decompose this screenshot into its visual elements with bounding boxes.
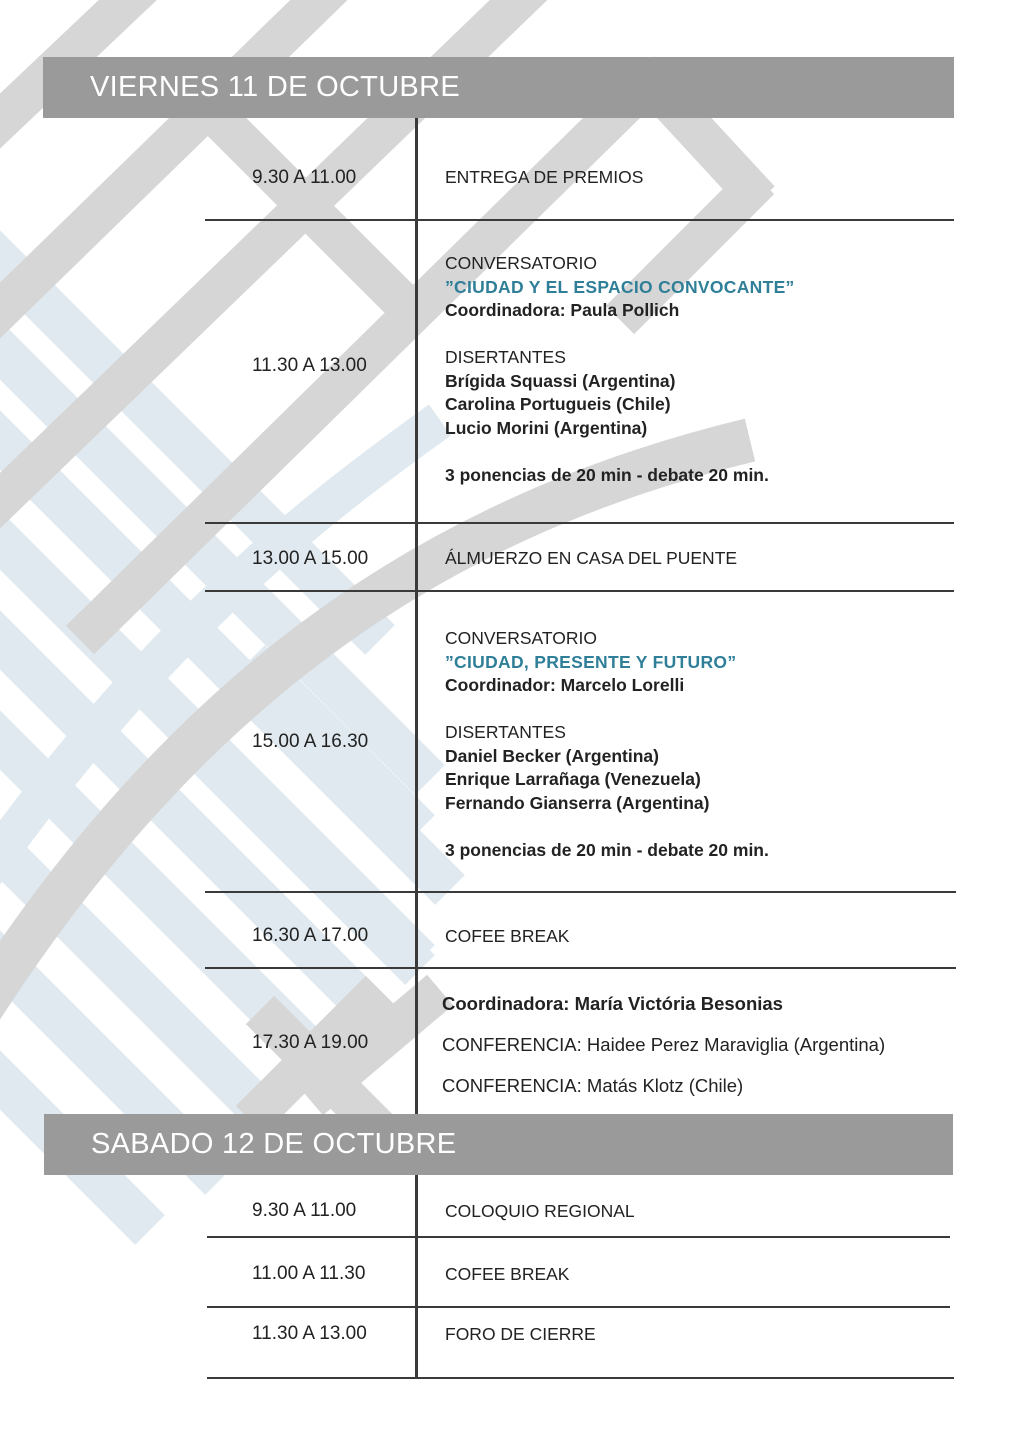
session-type: CONVERSATORIO	[445, 628, 598, 648]
session-block	[445, 627, 769, 862]
row-divider	[205, 522, 954, 524]
session-coordinator: Coordinadora: Paula Pollich	[445, 300, 680, 320]
row-time: 9.30 A 11.00	[252, 1200, 357, 1221]
speaker: Carolina Portugueis (Chile)	[445, 394, 671, 414]
row-time: 13.00 A 15.00	[252, 548, 369, 569]
row-activity: COFEE BREAK	[445, 926, 570, 946]
speaker: Fernando Gianserra (Argentina)	[445, 792, 710, 813]
row-divider	[205, 219, 954, 221]
row-time: 11.00 A 11.30	[252, 1263, 366, 1284]
speaker: Daniel Becker (Argentina)	[445, 745, 659, 766]
column-divider	[415, 118, 418, 1114]
column-divider	[415, 1175, 418, 1378]
session-topic: ”CIUDAD, PRESENTE Y FUTURO”	[445, 651, 737, 672]
row-divider	[207, 1306, 950, 1308]
row-time: 9.30 A 11.00	[252, 167, 357, 188]
conference-block	[442, 983, 885, 1106]
row-divider	[205, 967, 956, 969]
speaker: Enrique Larrañaga (Venezuela)	[445, 769, 701, 789]
row-activity: COFEE BREAK	[445, 1264, 570, 1284]
speakers-label: DISERTANTES	[445, 347, 566, 367]
conference-item: CONFERENCIA: Matás Klotz (Chile)	[442, 1075, 744, 1096]
row-time: 11.30 A 13.00	[252, 1323, 367, 1344]
speaker: Brígida Squassi (Argentina)	[445, 370, 676, 391]
day-title: VIERNES 11 DE OCTUBRE	[90, 71, 460, 103]
session-coordinator: Coordinadora: María Victória Besonias	[442, 993, 783, 1014]
session-format: 3 ponencias de 20 min - debate 20 min.	[445, 839, 769, 860]
day-header	[44, 1114, 953, 1175]
row-time: 11.30 A 13.00	[252, 355, 367, 376]
session-block	[445, 252, 795, 487]
row-activity: ENTREGA DE PREMIOS	[445, 167, 644, 187]
row-time: 16.30 A 17.00	[252, 925, 369, 946]
row-time: 17.30 A 19.00	[252, 1032, 369, 1053]
row-activity: ÁLMUERZO EN CASA DEL PUENTE	[445, 548, 738, 568]
day-title: SABADO 12 DE OCTUBRE	[91, 1128, 457, 1160]
session-coordinator: Coordinador: Marcelo Lorelli	[445, 675, 685, 695]
row-activity: COLOQUIO REGIONAL	[445, 1201, 635, 1221]
session-format: 3 ponencias de 20 min - debate 20 min.	[445, 464, 769, 485]
conference-item: CONFERENCIA: Haidee Perez Maraviglia (Argentina)	[442, 1034, 886, 1055]
speakers-label: DISERTANTES	[445, 722, 566, 742]
row-time: 15.00 A 16.30	[252, 731, 369, 752]
row-divider	[207, 1236, 950, 1238]
speaker: Lucio Morini (Argentina)	[445, 417, 648, 438]
row-activity: FORO DE CIERRE	[445, 1324, 596, 1344]
session-type: CONVERSATORIO	[445, 253, 598, 273]
session-topic: ”CIUDAD Y EL ESPACIO CONVOCANTE”	[445, 276, 795, 297]
row-divider	[205, 891, 956, 893]
row-divider	[207, 1377, 954, 1379]
row-divider	[205, 590, 954, 592]
day-header	[43, 57, 954, 118]
